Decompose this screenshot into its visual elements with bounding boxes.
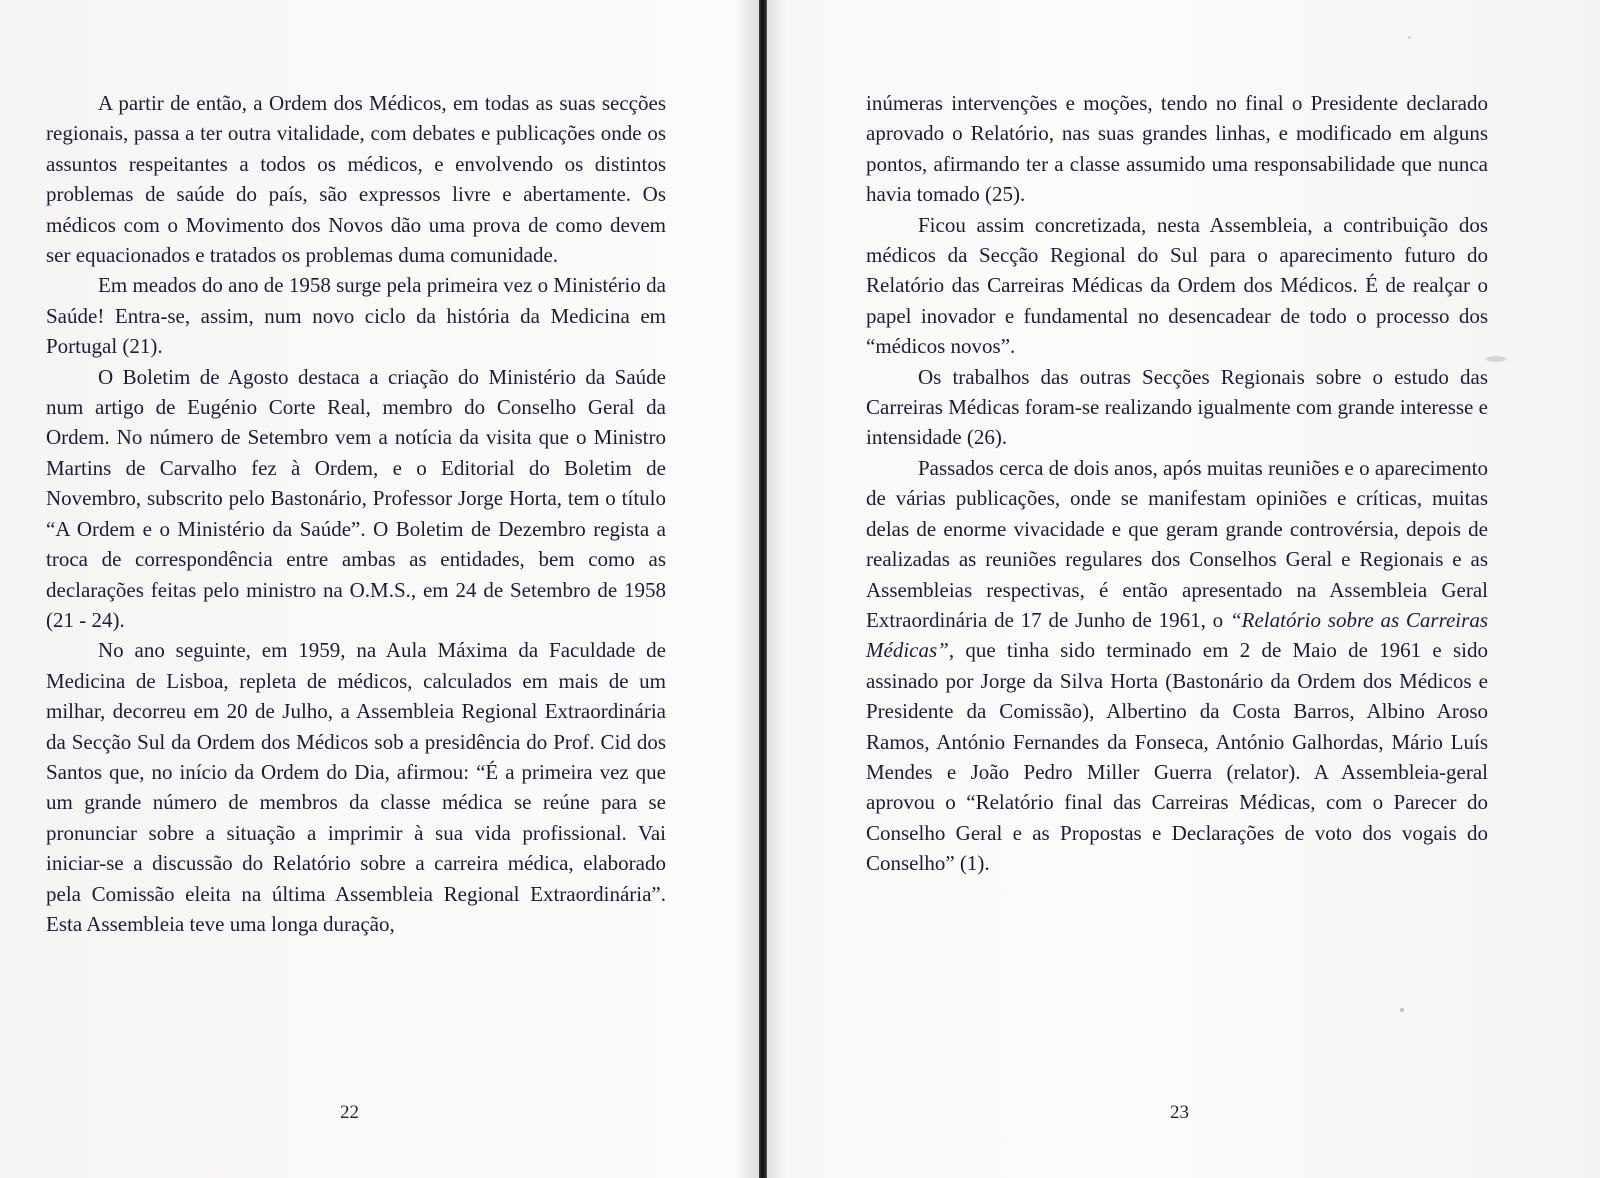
left-page-number: 22: [340, 1102, 359, 1123]
left-paragraph-2: Em meados do ano de 1958 surge pela primeira vez o Ministério da Saúde! Entra-se, assim, num novo ciclo da história da Medicina em Portugal (21).: [46, 273, 666, 359]
right-continuation-paragraph: inúmeras intervenções e moções, tendo no final o Presidente declarado aprovado o Relatório, nas suas grandes linhas, e modificado em alguns pontos, afirmando ter a classe assumido uma responsabilidade que nunca havia tomado (25).: [866, 91, 1488, 207]
paper-speck: [1400, 1008, 1404, 1012]
left-paragraph-3: O Boletim de Agosto destaca a criação do Ministério da Saúde num artigo de Eugénio Corte Real, membro do Conselho Geral da Ordem. No número de Setembro vem a notícia da visita que o Ministro Martins de Carvalho fez à Ordem, e o Editorial do Boletim de Novembro, subscrito pelo Bastonário, Professor Jorge Horta, tem o título “A Ordem e o Ministério da Saúde”. O Boletim de Dezembro regista a troca de correspondência entre ambas as entidades, bem como as declarações feitas pelo ministro na O.M.S., em 24 de Setembro de 1958 (21 - 24).: [46, 364, 666, 632]
right-paragraph-3-start: Passados cerca de dois anos, após muitas reuniões e o aparecimento de várias publicações, onde se manifestam opiniões e críticas, muitas delas de enorme vivacidade e que geram grande controvérsia, depois de realizadas as reuniões regulares dos Conselhos Geral e Regionais e as Assembleias respectivas, é então apresentado na Assembleia Geral Extraordinária de 17 de Junho de 1961, o: [866, 455, 1488, 632]
right-page: [866, 88, 1488, 879]
paper-speck: [1408, 36, 1411, 39]
report-title: “Relatório sobre as Carreiras Médicas”: [866, 607, 1488, 663]
left-paragraph-1: A partir de então, a Ordem dos Médicos, em todas as suas secções regionais, passa a ter outra vitalidade, com debates e publicações onde os assuntos respeitantes a todos os médicos, e envolvendo os distintos problemas de saúde do país, são expressos livre e abertamente. Os médicos com o Movimento dos Novos dão uma prova de como devem ser equacionados e tratados os problemas duma comunidade.: [46, 91, 666, 268]
left-page: [46, 88, 666, 939]
paper-speck: [1486, 356, 1506, 362]
right-paragraph-1: Ficou assim concretizada, nesta Assembleia, a contribuição dos médicos da Secção Regional do Sul para o aparecimento futuro do Relatório das Carreiras Médicas da Ordem dos Médicos. É de realçar o papel inovador e fundamental no desencadear de todo o processo dos “médicos novos”.: [866, 212, 1488, 359]
right-paragraph-2: Os trabalhos das outras Secções Regionais sobre o estudo das Carreiras Médicas foram-se realizando igualmente com grande interesse e intensidade (26).: [866, 364, 1488, 450]
book-spine: [759, 0, 767, 1178]
spine-shadow-right: [767, 0, 787, 1178]
spine-shadow-left: [735, 0, 759, 1178]
right-page-number: 23: [1170, 1102, 1189, 1123]
right-paragraph-3: [866, 453, 1488, 879]
right-paragraph-3-end: , que tinha sido terminado em 2 de Maio de 1961 e sido assinado por Jorge da Silva Horta (Bastonário da Ordem dos Médicos e Presidente da Comissão), Albertino da Costa Barros, Albino Aroso Ramos, António Fernandes da Fonseca, António Galhordas, Mário Luís Mendes e João Pedro Miller Guerra (relator). A Assembleia-geral aprovou o “Relatório final das Carreiras Médicas, com o Parecer do Conselho Geral e as Propostas e Declarações de voto dos vogais do Conselho” (1).: [866, 638, 1488, 876]
left-paragraph-4: No ano seguinte, em 1959, na Aula Máxima da Faculdade de Medicina de Lisboa, repleta de médicos, calculados em mais de um milhar, decorreu em 20 de Julho, a Assembleia Regional Extraordinária da Secção Sul da Ordem dos Médicos sob a presidência do Prof. Cid dos Santos que, no início da Ordem do Dia, afirmou: “É a primeira vez que um grande número de membros da classe médica se reúne para se pronunciar sobre a situação a imprimir à sua vida profissional. Vai iniciar-se a discussão do Relatório sobre a carreira médica, elaborado pela Comissão eleita na última Assembleia Regional Extraordinária”. Esta Assembleia teve uma longa duração,: [46, 638, 666, 936]
